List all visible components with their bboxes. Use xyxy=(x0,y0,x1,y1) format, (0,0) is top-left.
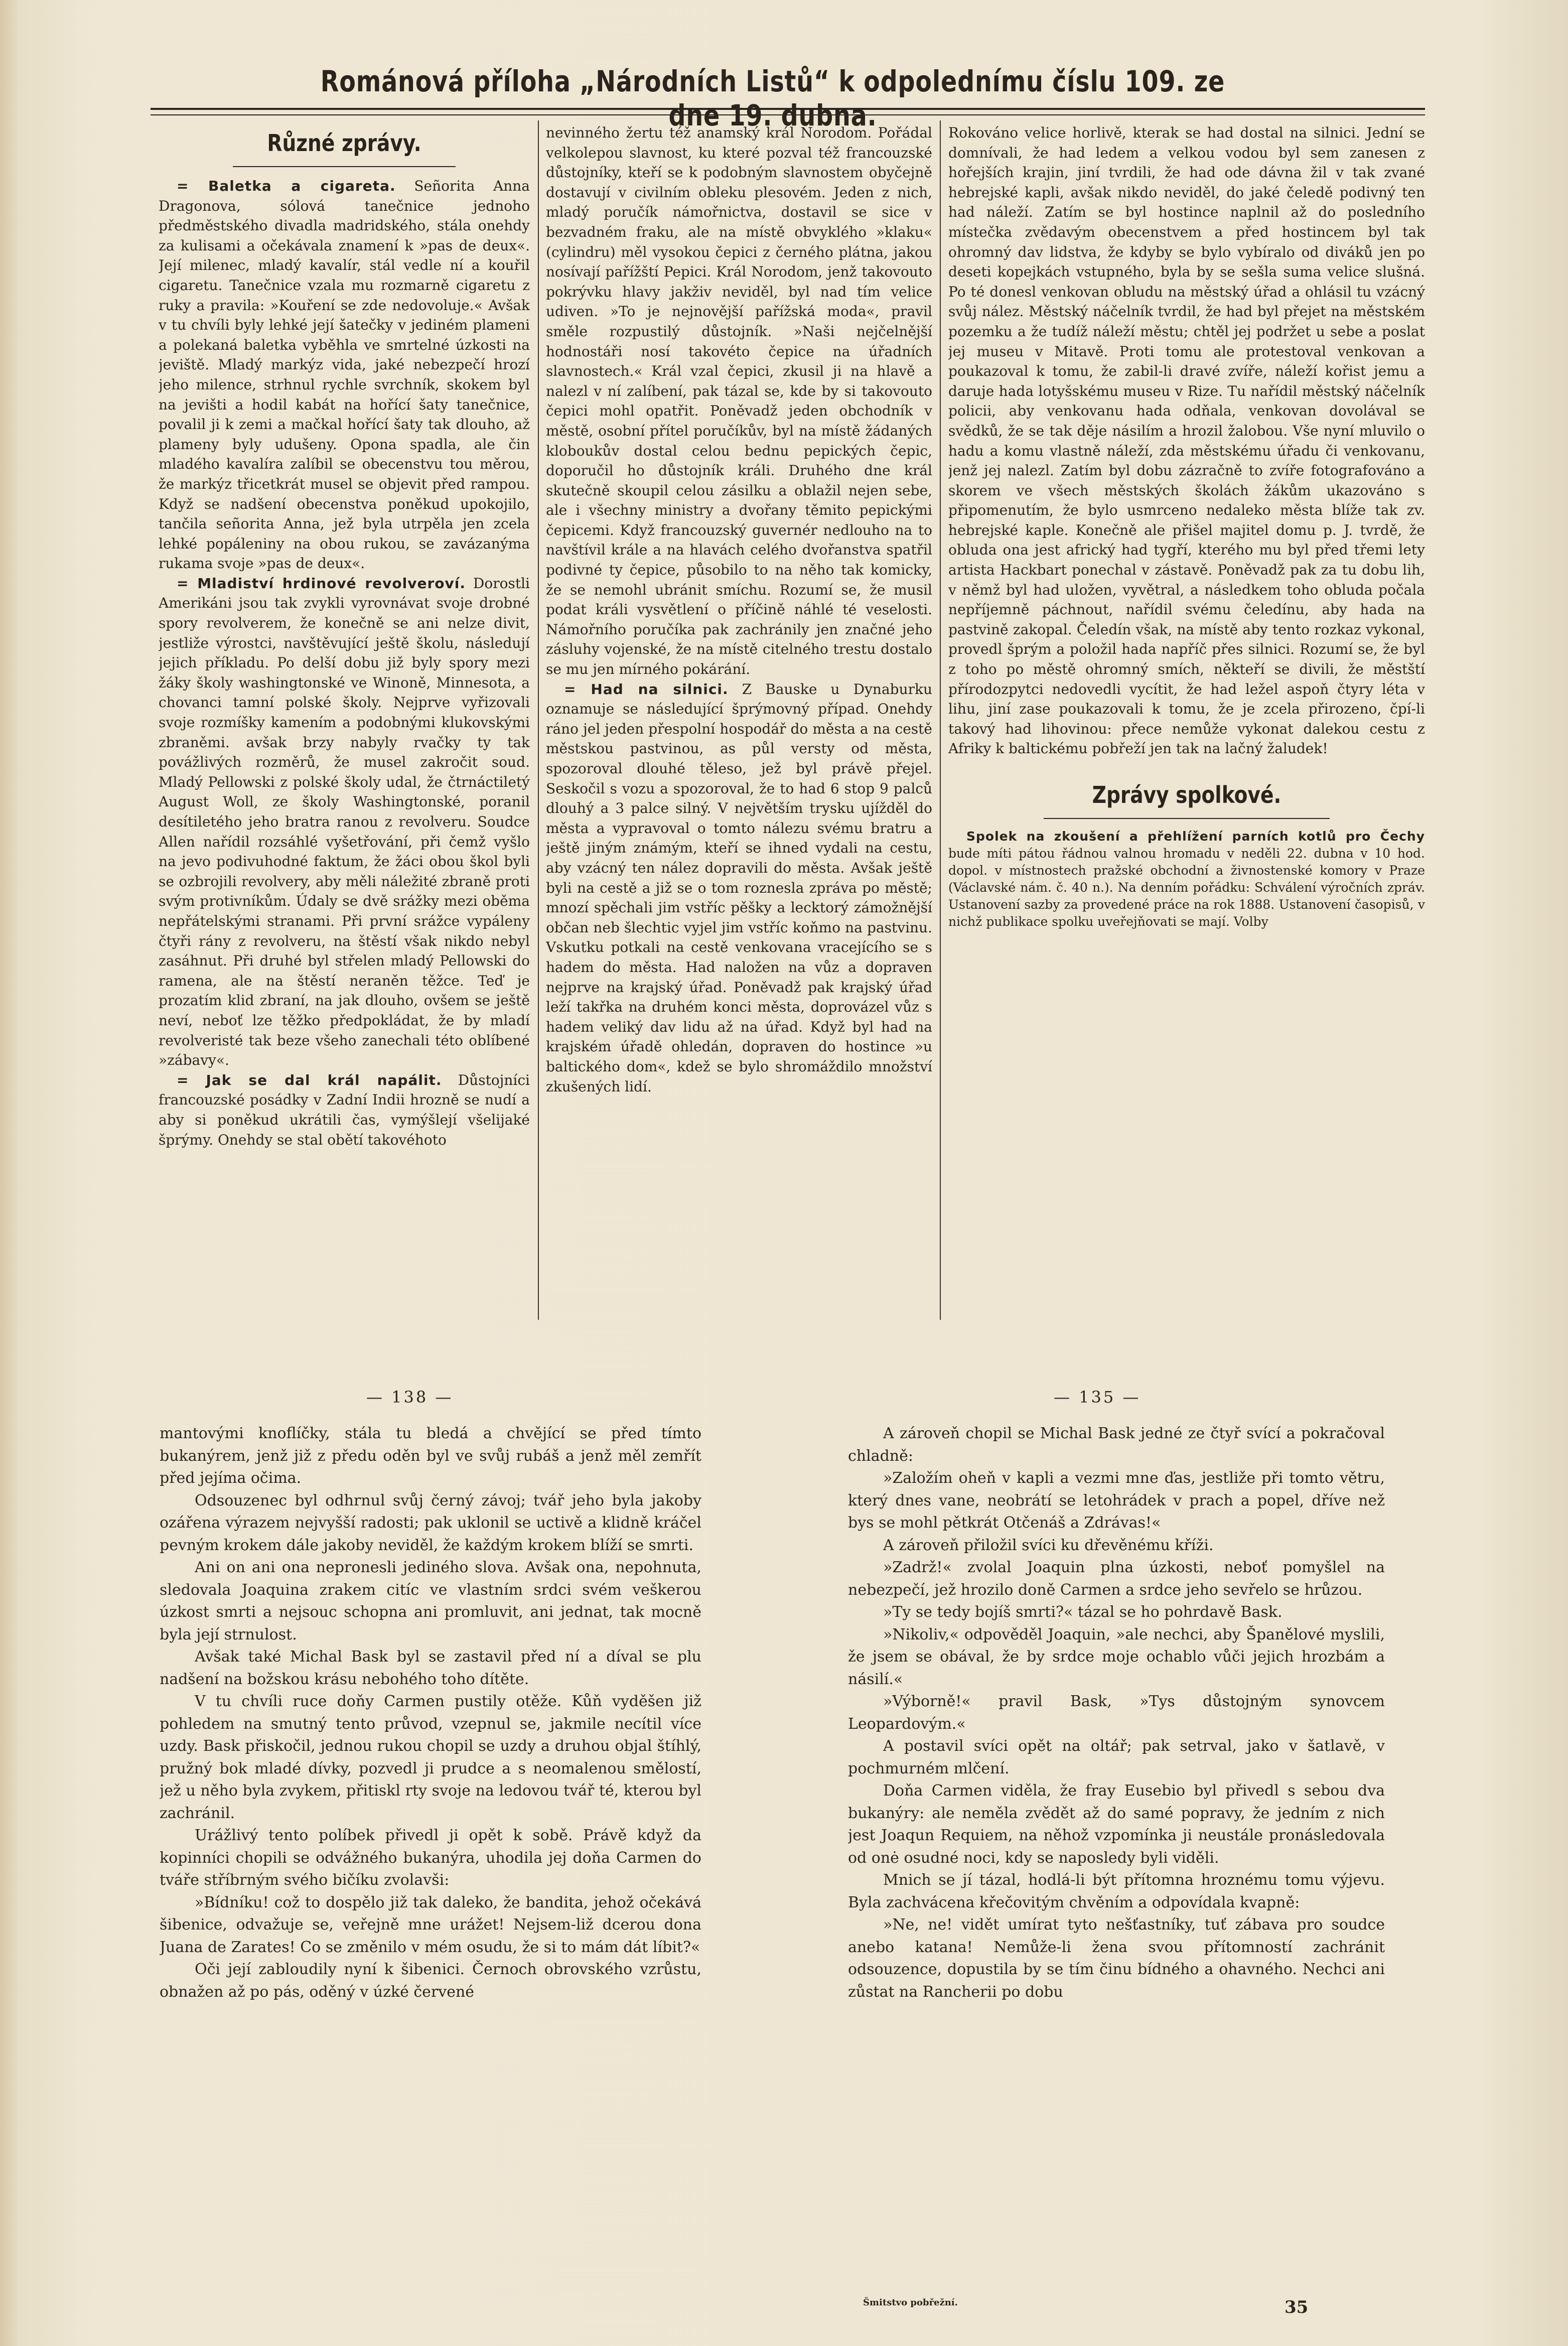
page-edge-shadow xyxy=(0,0,20,2346)
column-2-body xyxy=(546,123,932,1096)
printer-signature: Šmitstvo pobřežní. xyxy=(863,2297,958,2308)
spolek-notice xyxy=(948,828,1425,930)
news-item xyxy=(159,176,530,574)
news-item xyxy=(159,574,530,1070)
news-item-headline: = Jak se dal král napálit. xyxy=(177,1071,442,1088)
novel-paragraph: Urážlivý tento políbek přivedl ji opět k sobě. Právě když da kopinníci chopili se odvážného bukanýra, uhodila jej doňa Carmen do tváře stříbrným svého bičíku zvolavši: xyxy=(160,1827,701,1889)
novel-paragraph: »Zadrž!« zvolal Joaquin plna úzkosti, neboť pomyšlel na nebezpečí, jež hrozilo doně Carmen a srdce jeho sevřelo se hrůzou. xyxy=(848,1559,1385,1599)
novel-paragraph: A postavil svíci opět na oltář; pak setrval, jako v šatlavě, v pochmurném mlčení. xyxy=(848,1737,1385,1777)
news-item-headline: = Baletka a cigareta. xyxy=(177,178,396,194)
novel-paragraph: Mnich se jí tázal, hodlá-li být přítomna hroznému tomu výjevu. Byla zachvácena křečovitým chvěním a odpovídala kvapně: xyxy=(848,1871,1385,1911)
column-2 xyxy=(546,123,932,1317)
section-title-ruzne-zpravy: Různé zprávy. xyxy=(267,129,421,157)
novel-paragraph: mantovými knoflíčky, stála tu bledá a chvějící se před tímto bukanýrem, jenž již z předu oděn byl ve svůj rubáš a jenž měl zemřít před jejíma očima. xyxy=(160,1425,701,1487)
news-item xyxy=(948,123,1425,759)
news-item-text: Rokováno velice horlivě, kterak se had dostal na silnici. Jední se domnívali, že had ledem a velkou vodou byl sem zanesen z hořejších krajin, jiní tvrdili, že had ode dávna žil v tak zvané hebrejské kapli, avšak nikdo neviděl, do jaké čeledě podivný ten had náleží. Zatím se byl hostince naplnil až do posledního místečka zvědavým obecenstvem a před hostincem byl tak ohromný dav lidstva, že kdyby se bylo vybíralo od diváků jen po deseti kopejkách vstupného, byla by se sešla suma velice slušná. Po té donesl venkovan obludu na městský úřad a ohlásil tu vzácný svůj nález. Městský náčelník tvrdil, že had byl přejet na městském pozemku a že tudíž náleží městu; chtěl jej podržet u sebe a poslat jej museu v Mitavě. Proti tomu ale protestoval venkovan a poukazoval k tomu, že zabil-li dravé zvíře, náleží kořist jemu a daruje hada lotyšskému museu v Rize. Tu nařídil městský náčelník policii, aby venkovanu hada odňala, venkovan dovolával se svědků, že se tak děje násilím a hrozil žalobou. Vše nyní mluvilo o hadu a komu vlastně náleží, zda městskému úřadu či venkovanu, jenž jej nalezl. Zatím byl dobu zázračně to zvíře fotografováno a skorem ve všech městských školách žákům ukazováno s připomenutím, že bylo usmrceno nedaleko města blíže tak zv. hebrejské kaple. Konečně ale přišel majitel domu p. J. tvrdě, že obluda ona jest africký had tygří, kterého mu byl před třemi lety artista Hackbart ponechal v zástavě. Poněvadž pak za tu dobu lih, v němž byl had uložen, vyvětral, a následkem toho obluda počala nepříjemně páchnout, nařídil svému čeledínu, aby hada na pastvině zakopal. Čeledín však, na místě aby tento rozkaz vykonal, provedl šprým a položil hada napříč přes silnici. Rozumí se, že byl z toho po městě ohromný smích, někteří se divili, že městští přírodozpytci nedovedli vycítit, že had ležel aspoň čtyry léta v lihu, jiní zase poukazovali k tomu, že je zcela přirozeno, čpí-li takový had lihovinou: přece nemůže vykonat dalekou cestu z Afriky k baltickému pobřeží jen tak na lačný žaludek! xyxy=(948,124,1425,757)
novel-paragraph: Oči její zabloudily nyní k šibenici. Černoch obrovského vzrůstu, obnažen až po pás, oděný v úzké červené xyxy=(160,1961,701,2001)
novel-paragraph: Doňa Carmen viděla, že fray Eusebio byl přivedl s sebou dva bukanýry: ale neměla zvědět až do samé popravy, že jedním z nich jest Joaqun Requiem, na něhož vzpomínka ji neustále pronásledovala od onė osudné noci, kdy se naposledy byli viděli. xyxy=(848,1782,1385,1867)
column-3 xyxy=(948,123,1425,1317)
column-divider xyxy=(940,120,941,1320)
section-title-rule xyxy=(233,166,456,167)
novel-paragraph: A zároveň chopil se Michal Bask jedné ze čtyř svící a pokračoval chladně: xyxy=(848,1425,1385,1465)
column-3-body xyxy=(948,123,1425,759)
news-item xyxy=(546,123,932,679)
news-item-text: Důstojníci francouzské posádky v Zadní Indii hrozně se nudí a aby si poněkud ukrátili čas, vymýšlejí všelijaké šprýmy. Onehdy se stal obětí takovéhoto xyxy=(159,1071,530,1148)
novel-paragraph: Odsouzenec byl odhrnul svůj černý závoj; tvář jeho byla jakoby ozářena výrazem nejvyšší radosti; pak uklonil se uctivě a klidně kráčel pevným krokem dále jakoby neviděl, že každým krokem blíží se smrti. xyxy=(160,1491,701,1554)
spolek-notice-text: bude míti pátou řádnou valnou hromadu v neděli 22. dubna v 10 hod. dopol. v místnostech pražské obchodní a živnostenské komory v Praze (Václavské nám. č. 40 n.). Na denním pořádku: Schválení výročních zpráv. Ustanovení sazby za provedené práce na rok 1888. Ustanovení časopisů, v nichž publikace spolku uveřejňovati se mají. Volby xyxy=(948,846,1425,929)
news-item-headline: = Had na silnici. xyxy=(564,680,729,698)
novel-paragraph: »Založím oheň v kapli a vezmi mne ďas, jestliže při tomto větru, který dnes vane, neobrátí se letohrádek v prach a popel, dříve než bys se mohl pětkrát Otčenáš a Zdrávas!« xyxy=(848,1469,1385,1532)
novel-paragraph: A zároveň přiložil svíci ku dřevěnému kříži. xyxy=(883,1536,1214,1554)
novel-page-left xyxy=(160,1423,701,2321)
section-title-rule xyxy=(1044,818,1330,819)
section-title-zpravy-spolkove: Zprávy spolkové. xyxy=(1092,781,1281,808)
novel-paragraph: »Výborně!« pravil Bask, »Tys důstojným synovcem Leopardovým.« xyxy=(848,1693,1385,1733)
novel-paragraph: »Ty se tedy bojíš smrti?« tázal se ho pohrdavě Bask. xyxy=(883,1603,1282,1621)
novel-paragraph: »Ne, ne! vidět umírat tyto nešťastníky, tuť zábava pro soudce anebo katana! Nemůže-li žena svou přítomností zachránit odsouzence, dopustila by se tím činu bídného a ohavného. Nechci ani zůstat na Rancherii po dobu xyxy=(848,1916,1385,2001)
news-item-text: Dorostli Amerikáni jsou tak zvykli vyrovnávat svoje drobné spory revolverem, že konečně se ani nelze divit, jestliže výrostci, navštěvující ještě školu, následují jejich příkladu. Po delší dobu již byly spory mezi žáky školy washingtonské ve Winoně, Minnesota, a chovanci tamní polské školy. Nejprve vyřizovali svoje rozmíšky kamením a podobnými klukovskými zbraněmi. avšak brzy nabyly rvačky ty tak povážlivých rozměrů, že musel zakročit soud. Mladý Pellowski z polské školy udal, že čtrnáctiletý August Woll, ze školy Washingtonské, poranil desítiletého jeho bratra ranou z revolveru. Soudce Allen nařídil rozsáhlé vyšetřování, při čemž vyšlo na jevo podivuhodné faktum, že žáci obou škol byli se ozbrojili revolvery, aby měli náležité zbraně proti svým protivníkům. Údaly se dvě srážky mezi oběma nepřátelskými stranami. Při první srážce vypáleny čtyři rány z revolveru, na štěstí však nikdo nebyl zasáhnut. Při druhé byl střelen mladý Pellowski do ramena, ale na štěstí neraněn těžce. Teď je prozatím klid zbraní, na jak dlouho, ovšem se ještě neví, neboť lze těžko předpokládat, že by mladí revolveristé tak beze všeho zanechali této oblíbené »zábavy«. xyxy=(159,575,530,1069)
folio-left: — 138 — xyxy=(366,1388,454,1407)
news-item-headline: = Mladiství hrdinové revolveroví. xyxy=(177,575,466,592)
news-item xyxy=(159,1070,530,1150)
column-1 xyxy=(159,123,530,1317)
signature-number: 35 xyxy=(1285,2297,1309,2317)
masthead: Románová příloha „Národních Listů“ k odpolednímu číslu 109. ze dne 19. dubna. xyxy=(320,64,1225,132)
novel-paragraph: »Nikoliv,« odpověděl Joaquin, »ale nechci, aby Španělové myslili, že jsem se obával, že by srdce moje ochablo vůči jejich hrozbám a násilí.« xyxy=(848,1625,1385,1688)
news-item xyxy=(546,679,932,1096)
novel-paragraph: Ani on ani ona nepronesli jediného slova. Avšak ona, nepohnuta, sledovala Joaquina zrakem citíc ve vlastním srdci svém veškerou úzkost smrti a nejsouc schopna ani promluvit, ani jednat, tak mocně byla její strnulost. xyxy=(160,1559,701,1643)
news-item-text: nevinného žertu též anamský král Norodom. Pořádal velkolepou slavnost, ku které pozval též francouzské důstojníky, kteří se k podobným slavnostem obyčejně dostavují v civilním obleku plesovém. Jeden z nich, mladý poručík námořnictva, dostavil se sice v bezvadném fraku, ale na místě obvyklého »klaku« (cylindru) měl vysokou čepici z černého plátna, jakou nosívají pařížští Pepici. Král Norodom, jenž takovouto pokrývku hlavy jakživ neviděl, byl nad tím velice udiven. »To je nejnovější pařížská moda«, pravil směle rozpustilý důstojník. »Naši nejčelnější hodnostáři nosí takovéto čepice na úřadních slavnostech.« Král vzal čepici, zkusil ji na hlavě a nalezl v ní zalíbení, pak tázal se, kde by si takovouto čepici mohl opatřit. Poněvadž jeden obchodník v městě, osobní přítel poručíkův, byl na místě žádaných kloboukův dostal celou bednu pepických čepic, doporučil ho důstojník králi. Druhého dne král skutečně skoupil celou zásilku a oblažil nejen sebe, ale i všechny ministry a dvořany těmito pepickými čepicemi. Když francouzský guvernér nedlouho na to navštívil krále a na hlavách celého dvořanstva spatřil podivné ty čepice, působilo to na něho tak komicky, že se nemohl ubránit smíchu. Rozumí se, že musil podat králi vysvětlení o příčině náhlé té veselosti. Námořního poručíka pak zachránily jen značné jeho zásluhy vojenské, že na místě citelného trestu dostalo se mu jen mírného pokárání. xyxy=(546,124,932,678)
column-divider xyxy=(538,120,539,1320)
novel-page-right xyxy=(848,1423,1385,2321)
masthead-rule xyxy=(151,108,1425,115)
news-item-text: Z Bauske u Dynaburku oznamuje se následující šprýmovný případ. Onehdy ráno jel jeden přespolní hospodář do města a na cestě městskou pastvinou, as půl versty od města, spozoroval dlouhé těleso, jež byl právě přejel. Seskočil s vozu a spozoroval, že to had 6 stop 9 palců dlouhý a 3 palce silný. V největším trysku ujížděl do města a vypravoval o tomto nálezu svému bratru a ještě jiným známým, kteří se ihned vydali na cestu, aby vzácný ten nález dopravili do města. Avšak ještě byli na cestě a již se o tom roznesla zpráva po městě; mnozí spěchali jim vstříc pěšky a lecktorý zámožnější občan neb šlechtic vyjel jim vstříc koňmo na pastvinu. Vskutku potkali na cestě venkovana vracejícího se s hadem do města. Had naložen na vůz a dopraven nejprve na krajský úřad. Poněvadž pak krajský úřad leží takřka na druhém konci města, doprovázel vůz s hadem veliký dav lidu až na úřad. Když byl had na krajském úřadě ohledán, dopraven do hostince »u baltického dom«, kdež se bylo shromáždilo množství zkušených lidí. xyxy=(546,680,932,1095)
spolek-notice-head: Spolek na zkoušení a přehlížení parních kotlů pro Čechy xyxy=(966,829,1425,844)
novel-paragraph: V tu chvíli ruce doňy Carmen pustily otěže. Kůň vyděšen již pohledem na smutný tento průvod, vzepnul se, jakmile necítil více uzdy. Bask přiskočil, jednou rukou chopil se uzdy a druhou objal štíhlý, pružný bok mladé dívky, pozvedl ji prudce a s neomalenou smělostí, jež u něho byla zvykem, přitiskl rty svoje na ledovou tvář té, kterou byl zachránil. xyxy=(160,1693,701,1822)
news-item-text: Señorita Anna Dragonova, sólová tanečnice jednoho předměstského divadla madridského, stála onehdy za kulisami a očekávala znamení k »pas de deux«. Její milenec, mladý kavalír, stál vedle ní a kouřil cigaretu. Tanečnice vzala mu rozmarně cigaretu z ruky a pravila: »Kouření se zde nedovoluje.« Avšak v tu chvíli byly lehké její šatečky v jediném plameni a polekaná baletka vyběhla ve smrtelné úzkosti na jeviště. Mladý markýz vida, jaké nebezpečí hrozí jeho milence, strhnul rychle svrchník, skokem byl na jevišti a hodil kabát na hořící šaty tanečnice, povalil ji k zemi a mačkal hořící šaty tak dlouho, až plameny byly udušeny. Opona spadla, ale čin mladého kavalíra zalíbil se obecenstvu tou měrou, že markýz třicetkrát musel se objevit před rampou. Když se nadšení obecenstva poněkud upokojilo, tančila señorita Anna, jež byla utrpěla jen zcela lehké popáleniny na obou rukou, se zavázanýma rukama svoje »pas de deux«. xyxy=(159,178,530,572)
novel-paragraph: »Bídníku! což to dospělo již tak daleko, že bandita, jehož očekává šibenice, odvažuje se, veřejně mne urážet! Nejsem-liž dcerou dona Juana de Zarates! Co se změnilo v mém osudu, že si to mám dát líbit?« xyxy=(160,1893,701,1956)
novel-paragraph: Avšak také Michal Bask byl se zastavil před ní a díval se plu nadšení na božskou krásu nebohého toho dítěte. xyxy=(160,1648,701,1688)
folio-right: — 135 — xyxy=(1054,1388,1141,1407)
column-1-body xyxy=(159,176,530,1150)
